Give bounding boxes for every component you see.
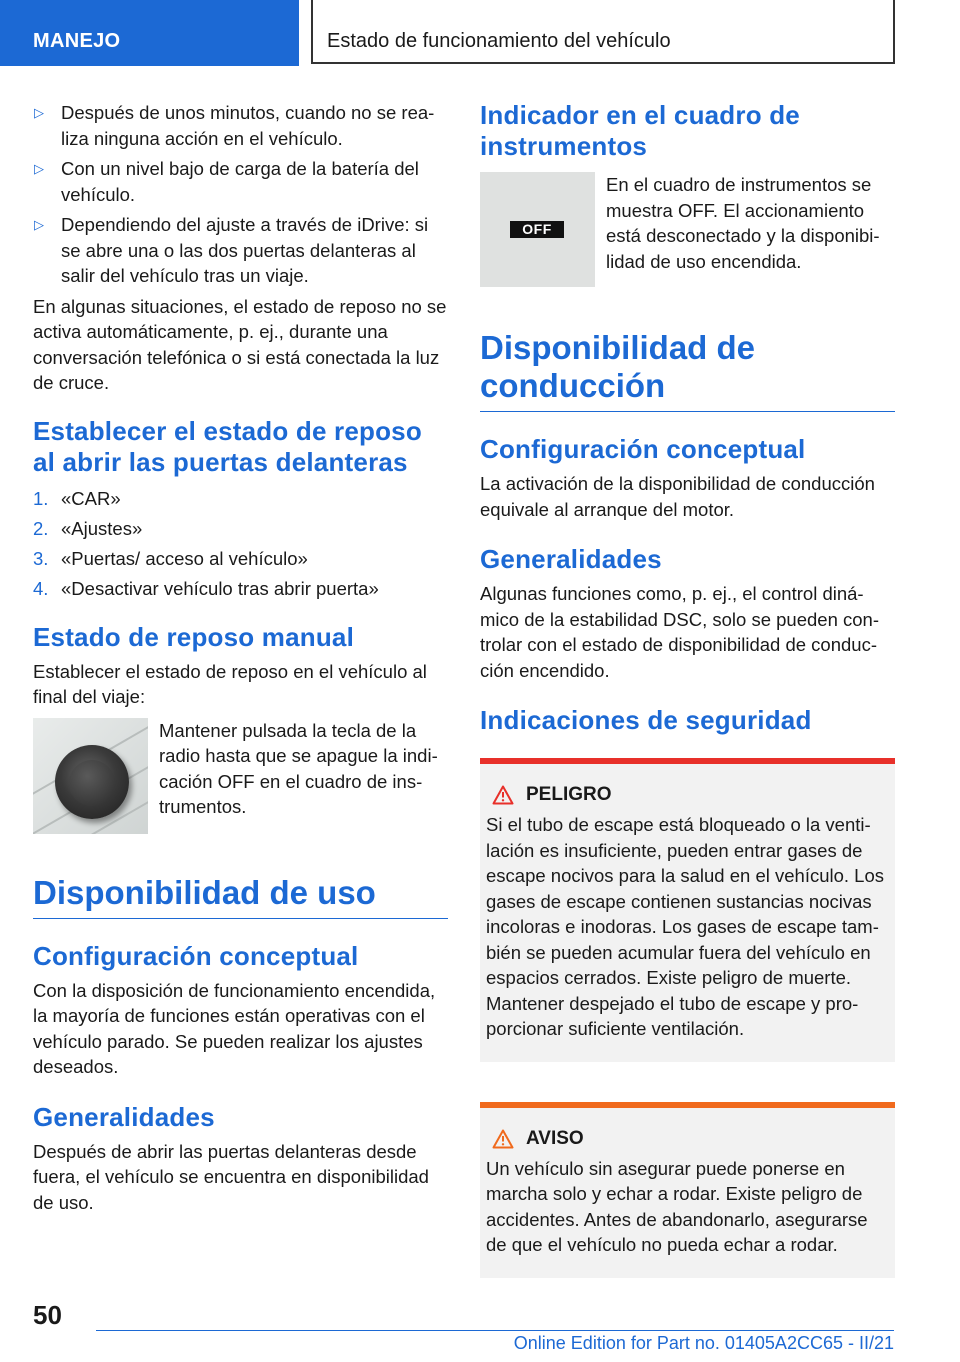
left-column [33,100,448,1215]
right-column [480,100,895,1278]
step-item: 4. «Desactivar vehículo tras abrir puerta» [33,577,379,599]
section-heading: Generalidades [33,1101,215,1132]
off-indicator-image [480,172,595,287]
knob-caption: Mantener pulsada la tecla de la radio hasta que se apague la indicación OFF en el cuadro de instrumentos. [159,719,438,817]
section-heading: Configuración conceptual [33,940,359,971]
off-indicator-figure [480,172,895,287]
triangle-bullet-icon: ▷ [34,105,44,120]
triangle-bullet-icon: ▷ [34,161,44,176]
page-number: 50 [33,1300,62,1330]
indicator-caption: En el cuadro de instrumentos se muestra OFF. El accionamiento está desconectado y la disponibilidad de uso encendida. [606,174,880,272]
triangle-bullet-icon: ▷ [34,217,44,232]
paragraph: Algunas funciones como, p. ej., el control dinámico de la estabilidad DSC, solo se pueden controlar con el estado de disponibilidad de conducción encendido. [480,583,880,681]
warning-triangle-icon [492,1129,514,1149]
step-item: 1. «CAR» [33,487,121,509]
paragraph: Después de abrir las puertas delanteras desde fuera, el vehículo se encuentra en disponibilidad de uso. [33,1140,429,1213]
warning-label: AVISO [526,1127,584,1149]
warning-text: Un vehículo sin asegurar puede ponerse en marcha solo y echar a rodar. Existe peligro de accidentes. Antes de abandonarlo, asegurarse de que el vehículo no pueda echar a rodar. [486,1157,868,1255]
step-item: 2. «Ajustes» [33,517,143,539]
warning-box [480,1102,895,1278]
warning-triangle-icon [492,785,514,805]
section-heading: Indicaciones de seguridad [480,705,812,735]
list-item: ▷ Dependiendo del ajuste a través de iDrive: si se abre una o las dos puertas delanteras al salir del vehículo tras un viaje. [34,214,429,286]
paragraph: En algunas situaciones, el estado de reposo no se activa automáticamente, p. ej., durante una conversación telefónica o si está conectada la luz de cruce. [33,295,447,393]
condition-list [33,100,448,289]
section-heading: Generalidades [480,544,662,574]
off-badge: OFF [510,221,564,238]
steps-list [33,484,448,604]
list-item: ▷ Con un nivel bajo de carga de la batería del vehículo. [34,158,419,205]
paragraph: Establecer el estado de reposo en el vehículo al final del viaje: [33,660,427,707]
paragraph: La activación de la disponibilidad de conducción equivale al arranque del motor. [480,473,875,520]
footer-edition: Online Edition for Part no. 01405A2CC65 - II/21 [513,1333,894,1353]
paragraph: Con la disposición de funcionamiento encendida, la mayoría de funciones están operativas con el vehículo parado. Se pueden realizar los ajustes deseados. [33,979,436,1077]
list-item: ▷ Después de unos minutos, cuando no se realiza ninguna acción en el vehículo. [34,102,435,149]
section-tab: MANEJO [0,0,299,66]
section-heading: Indicador en el cuadro de instrumentos [480,100,800,161]
danger-label: PELIGRO [526,784,612,805]
section-heading: Establecer el estado de reposo al abrir las puertas delanteras [33,415,422,477]
chapter-heading: Disponibilidad de uso [33,874,448,919]
section-heading: Configuración conceptual [480,434,806,464]
page-title: Estado de funcionamiento del vehículo [311,0,895,64]
knob-figure [33,718,448,834]
danger-box [480,758,895,1062]
chapter-heading: Disponibilidad de conducción [480,329,895,412]
footer-divider [96,1330,894,1331]
radio-knob-image [33,718,148,834]
section-heading: Estado de reposo manual [33,621,355,652]
danger-text: Si el tubo de escape está bloqueado o la ventilación es insuficiente, pueden entrar gases de escape nocivos para la salud en el vehículo. Los gases de escape contienen sustancias nocivas incoloras e inodoras. Los gases de escape también se pueden acumular fuera del vehículo en espacios cerrados. Existe peligro de muerte. Mantener despejado el tubo de escape y proporcionar suficiente ventilación. [486,814,885,1039]
page-header [0,0,960,66]
step-item: 3. «Puertas/ acceso al vehículo» [33,547,308,569]
